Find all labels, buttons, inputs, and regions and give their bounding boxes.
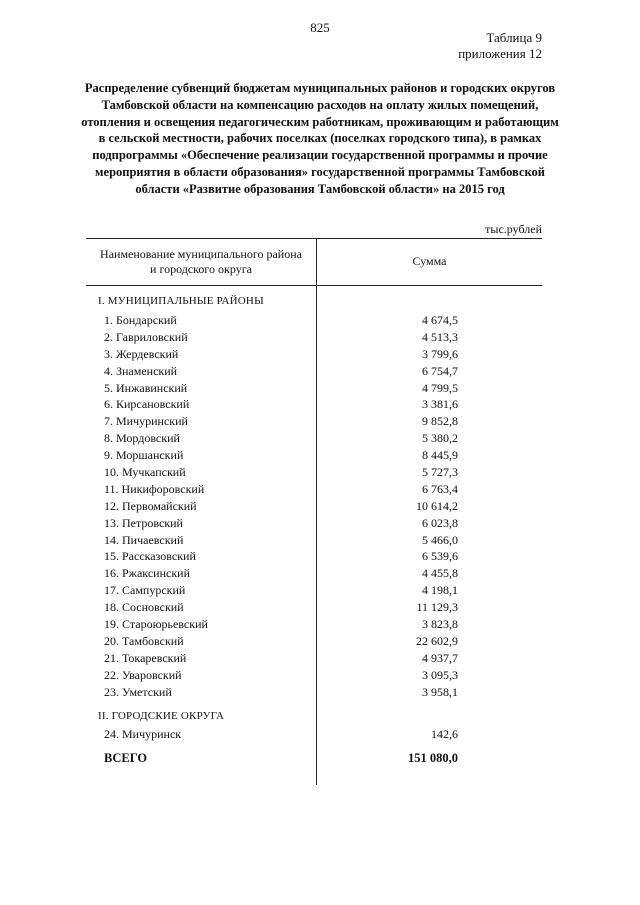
row-name: 4. Знаменский [104,363,178,378]
row-value: 4 513,3 [422,329,458,344]
row-value: 4 674,5 [422,313,458,327]
row-name: 24. Мичуринск [104,727,182,741]
table-row [86,329,542,346]
row-name: 19. Староюрьевский [104,617,208,632]
table-row [86,413,542,430]
table-row [86,726,542,743]
row-name: 11. Никифоровский [104,481,205,496]
table-row [86,346,542,363]
row-value: 8 445,9 [422,448,458,463]
row-value: 5 380,2 [422,431,458,446]
row-name: 16. Ржаксинский [104,566,190,581]
table-row [86,582,542,599]
table-row [86,396,542,413]
row-name: 8. Мордовский [104,431,180,446]
row-value: 6 539,6 [422,549,458,564]
table-row [86,565,542,582]
row-value: 4 198,1 [422,583,458,598]
table-row [86,447,542,464]
units-label: тыс.рублей [485,222,542,236]
table-row [86,599,542,616]
table-row [86,667,542,684]
row-value: 6 754,7 [422,363,458,378]
table-reference [458,30,542,62]
row-value: 3 381,6 [422,397,458,412]
table-row [86,481,542,498]
row-value: 11 129,3 [416,600,458,615]
row-value: 10 614,2 [416,498,458,513]
row-name: 23. Уметский [104,684,172,699]
table-row [86,616,542,633]
row-name: 17. Сампурский [104,583,186,598]
row-value: 4 799,5 [422,380,458,395]
total-label: ВСЕГО [104,751,148,765]
row-name: 2. Гавриловский [104,329,188,344]
row-name: 18. Сосновский [104,600,184,615]
table-row [86,684,542,701]
row-name: 22. Уваровский [104,667,182,682]
row-name: 10. Мучкапский [104,465,186,480]
row-value: 4 455,8 [422,566,458,581]
table-ref-line1: Таблица 9 [486,30,542,45]
table-row [86,650,542,667]
header-name-column [86,247,316,277]
row-value: 3 095,3 [422,667,458,682]
row-name: 12. Первомайский [104,498,197,513]
row-name: 9. Моршанский [104,448,184,463]
page-number: 825 [310,20,330,35]
table-ref-line2: приложения 12 [458,46,542,61]
table-row [86,380,542,397]
header-name-line1: Наименование муниципального района [100,247,302,261]
row-name: 5. Инжавинский [104,380,188,395]
row-value: 4 937,7 [422,650,458,665]
table-row [86,498,542,515]
table-row [86,363,542,380]
section-heading-districts: I. МУНИЦИПАЛЬНЫЕ РАЙОНЫ [98,295,264,307]
row-value: 3 823,8 [422,617,458,632]
table-row [86,430,542,447]
table-row [86,515,542,532]
row-name: 21. Токаревский [104,650,187,665]
row-value: 3 958,1 [422,684,458,699]
row-value: 6 763,4 [422,481,458,496]
row-value: 3 799,6 [422,346,458,361]
table-row [86,633,542,650]
table-row [86,464,542,481]
row-name: 3. Жердевский [104,346,179,361]
row-value: 142,6 [431,727,458,741]
row-value: 5 466,0 [422,532,458,547]
table-row [86,312,542,329]
table-row [86,548,542,565]
district-rows [86,312,542,700]
header-divider [86,285,542,286]
row-name: 1. Бондарский [104,313,177,327]
total-value: 151 080,0 [408,751,458,765]
row-value: 6 023,8 [422,515,458,530]
row-name: 20. Тамбовский [104,633,184,648]
document-title: Распределение субвенций бюджетам муниципальных районов и городских округов Тамбовской области на компенсацию расходов на оплату жилых помещений, отопления и освещения педагогическим работникам, проживающим и работающим в сельской местности, рабочих поселках (поселках городского типа), в рамках подпрограммы «Обеспечение реализации государственной программы и прочие мероприятия в области образования» государственной программы Тамбовской области «Развитие образования Тамбовской области» на 2015 год [81,81,559,196]
header-sum-column: Сумма [412,254,447,268]
row-name: 15. Рассказовский [104,549,196,564]
row-name: 14. Пичаевский [104,532,184,547]
section-heading-city-districts: II. ГОРОДСКИЕ ОКРУГА [98,710,225,722]
row-name: 6. Кирсановский [104,397,190,412]
table-row [86,532,542,549]
row-value: 9 852,8 [422,414,458,429]
header-name-line2: и городского округа [150,262,252,276]
row-value: 22 602,9 [416,633,458,648]
row-name: 13. Петровский [104,515,183,530]
subsidy-table [86,238,542,785]
row-name: 7. Мичуринский [104,414,188,429]
row-value: 5 727,3 [422,465,458,480]
